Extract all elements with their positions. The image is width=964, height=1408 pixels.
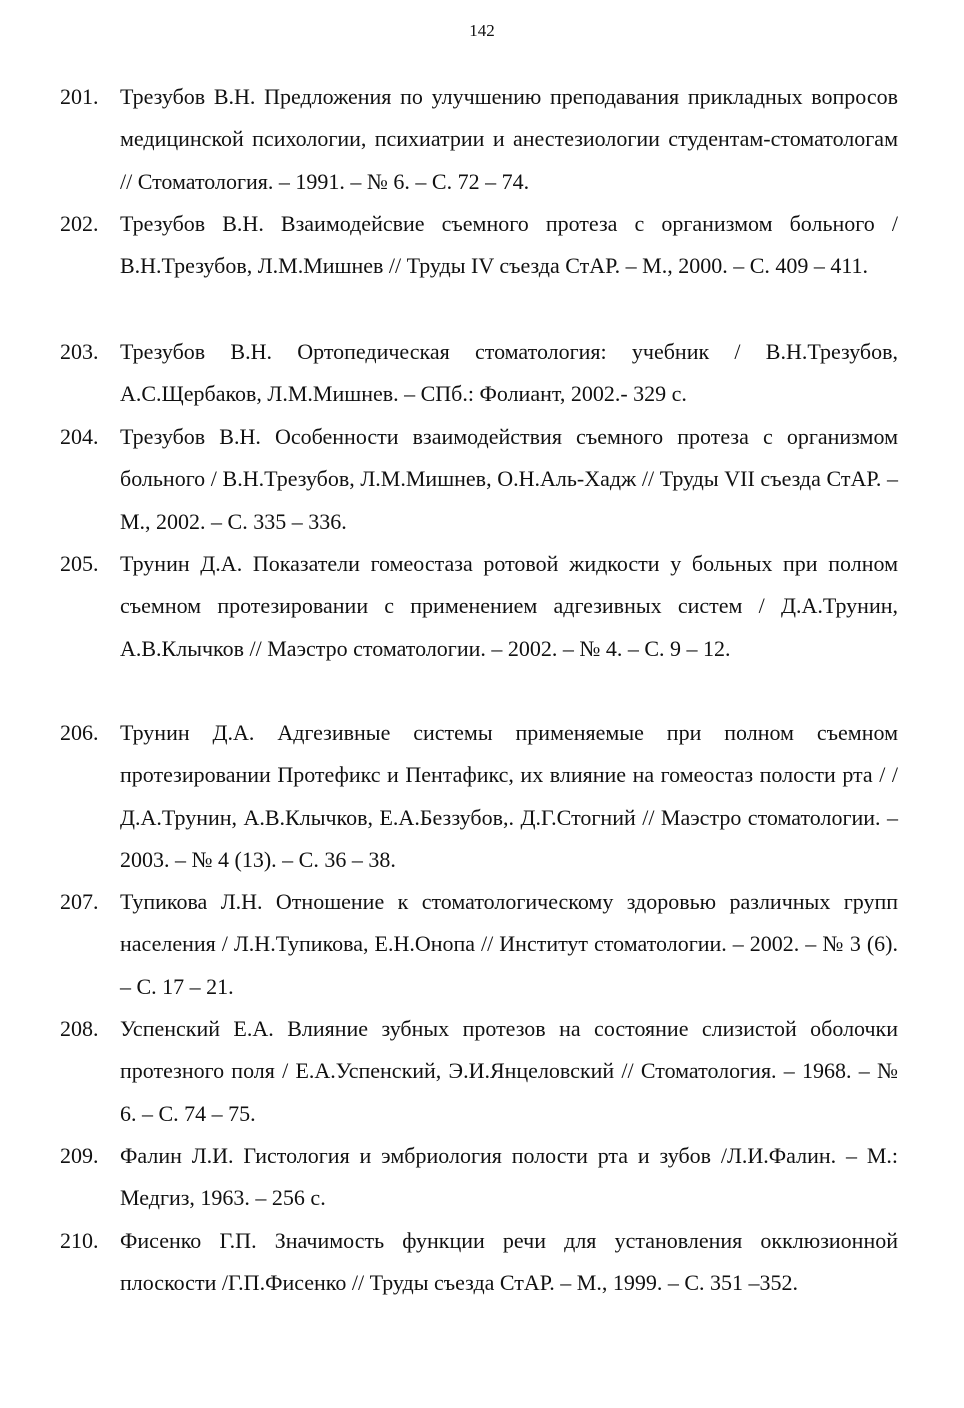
reference-text: Успенский Е.А. Влияние зубных протезов на состояние слизистой оболочки протезного поля / Е.А.Успенский, Э.И.Янцеловский // Стоматология. – 1968. – № 6. – С. 74 – 75. [120,1016,898,1126]
page-number: 142 [469,21,495,40]
reference-number: 203. [60,339,99,364]
reference-text: Фисенко Г.П. Значимость функции речи для установления окклюзионной плоскости /Г.П.Фисенко // Труды съезда СтАР. – М., 1999. – С. 351 –352. [120,1228,898,1296]
reference-text: Фалин Л.И. Гистология и эмбриология полости рта и зубов /Л.И.Фалин. – М.: Медгиз, 1963. – 256 с. [120,1143,898,1211]
reference-item-210 [60,1220,900,1305]
reference-number: 207. [60,889,99,914]
reference-text: Трезубов В.Н. Предложения по улучшению преподавания прикладных вопросов медицинской психологии, психиатрии и анестезиологии студентам-стоматологам // Стоматология. – 1991. – № 6. – С. 72 – 74. [120,84,898,194]
reference-number: 209. [60,1143,99,1168]
reference-item-202 [60,203,900,288]
reference-item-201 [60,76,900,203]
reference-number: 204. [60,424,99,449]
reference-text: Трезубов В.Н. Взаимодейсвие съемного протеза с организмом больного / В.Н.Трезубов, Л.М.Мишнев // Труды IV съезда СтАР. – М., 2000. – С. 409 – 411. [120,211,898,279]
reference-item-204 [60,416,900,543]
reference-text: Трунин Д.А. Адгезивные системы применяемые при полном съемном протезировании Протефикс и Пентафикс, их влияние на гомеостаз полости рта / / Д.А.Трунин, А.В.Клычков, Е.А.Беззубов,. Д.Г.Стогний // Маэстро стоматологии. – 2003. – № 4 (13). – С. 36 – 38. [120,720,898,873]
reference-item-206 [60,712,900,882]
reference-number: 208. [60,1016,99,1041]
reference-number: 210. [60,1228,99,1253]
reference-item-203 [60,331,900,416]
reference-text: Трезубов В.Н. Ортопедическая стоматология: учебник / В.Н.Трезубов, А.С.Щербаков, Л.М.Мишнев. – СПб.: Фолиант, 2002.- 329 с. [120,339,898,407]
reference-text: Трезубов В.Н. Особенности взаимодействия съемного протеза с организмом больного / В.Н.Трезубов, Л.М.Мишнев, О.Н.Аль-Хадж // Труды VII съезда СтАР. – М., 2002. – С. 335 – 336. [120,424,898,534]
reference-number: 202. [60,211,99,236]
reference-text: Трунин Д.А. Показатели гомеостаза ротовой жидкости у больных при полном съемном протезировании с применением адгезивных систем / Д.А.Трунин, А.В.Клычков // Маэстро стоматологии. – 2002. – № 4. – С. 9 – 12. [120,551,898,661]
reference-item-207 [60,881,900,1008]
reference-number: 205. [60,551,99,576]
reference-item-205 [60,543,900,670]
reference-item-208 [60,1008,900,1135]
reference-number: 201. [60,84,99,109]
reference-number: 206. [60,720,99,745]
reference-item-209 [60,1135,900,1220]
reference-text: Тупикова Л.Н. Отношение к стоматологическому здоровью различных групп населения / Л.Н.Тупикова, Е.Н.Онопа // Институт стоматологии. – 2002. – № 3 (6). – С. 17 – 21. [120,889,898,999]
